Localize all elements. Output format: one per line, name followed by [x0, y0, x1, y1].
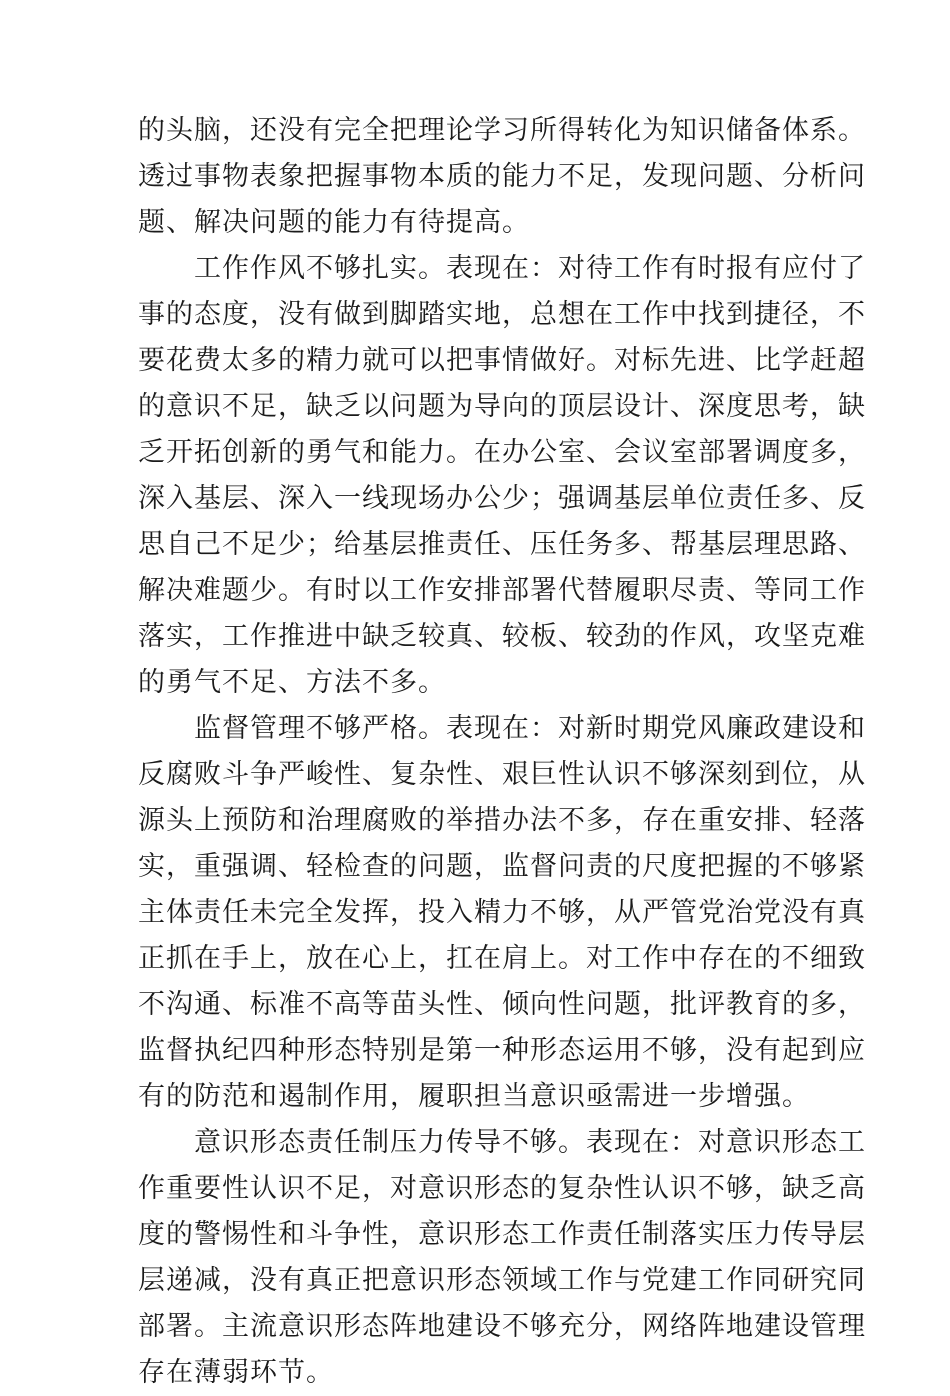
- paragraph-2: [138, 246, 866, 706]
- paragraph-line: 意识形态责任制压力传导不够。表现在：对意识形态工: [194, 1127, 866, 1158]
- paragraph-line: 的勇气不足、方法不多。: [138, 667, 446, 698]
- paragraph-line: 主体责任未完全发挥，投入精力不够，从严管党治党没有真: [138, 897, 866, 928]
- paragraph-line: 度的警惕性和斗争性，意识形态工作责任制落实压力传导层: [138, 1219, 866, 1250]
- paragraph-3: [138, 706, 866, 1120]
- paragraph-line: 层递减，没有真正把意识形态领域工作与党建工作同研究同: [138, 1265, 866, 1296]
- paragraph-line: 深入基层、深入一线现场办公少；强调基层单位责任多、反: [138, 483, 866, 514]
- paragraph-line: 监督执纪四种形态特别是第一种形态运用不够，没有起到应: [138, 1035, 866, 1066]
- paragraph-line: 题、解决问题的能力有待提高。: [138, 207, 530, 238]
- paragraph-line: 解决难题少。有时以工作安排部署代替履职尽责、等同工作: [138, 575, 866, 606]
- paragraph-line: 落实，工作推进中缺乏较真、较板、较劲的作风，攻坚克难: [138, 621, 866, 652]
- paragraph-line: 的意识不足，缺乏以问题为导向的顶层设计、深度思考，缺: [138, 391, 866, 422]
- document-page: [138, 108, 866, 1396]
- paragraph-line: 要花费太多的精力就可以把事情做好。对标先进、比学赶超: [138, 345, 866, 376]
- paragraph-line: 实，重强调、轻检查的问题，监督问责的尺度把握的不够紧: [138, 851, 866, 882]
- paragraph-line: 存在薄弱环节。: [138, 1357, 334, 1388]
- paragraph-1: [138, 108, 866, 246]
- paragraph-line: 事的态度，没有做到脚踏实地，总想在工作中找到捷径，不: [138, 299, 866, 330]
- paragraph-line: 有的防范和遏制作用，履职担当意识亟需进一步增强。: [138, 1081, 810, 1112]
- paragraph-line: 透过事物表象把握事物本质的能力不足，发现问题、分析问: [138, 161, 866, 192]
- paragraph-line: 的头脑，还没有完全把理论学习所得转化为知识储备体系。: [138, 115, 866, 146]
- paragraph-line: 部署。主流意识形态阵地建设不够充分，网络阵地建设管理: [138, 1311, 866, 1342]
- paragraph-line: 工作作风不够扎实。表现在：对待工作有时报有应付了: [194, 253, 866, 284]
- paragraph-line: 源头上预防和治理腐败的举措办法不多，存在重安排、轻落: [138, 805, 866, 836]
- paragraph-line: 正抓在手上，放在心上，扛在肩上。对工作中存在的不细致: [138, 943, 866, 974]
- paragraph-line: 监督管理不够严格。表现在：对新时期党风廉政建设和: [194, 713, 866, 744]
- paragraph-line: 乏开拓创新的勇气和能力。在办公室、会议室部署调度多，: [138, 437, 866, 468]
- paragraph-4: [138, 1120, 866, 1396]
- paragraph-line: 思自己不足少；给基层推责任、压任务多、帮基层理思路、: [138, 529, 866, 560]
- paragraph-line: 反腐败斗争严峻性、复杂性、艰巨性认识不够深刻到位，从: [138, 759, 866, 790]
- paragraph-line: 不沟通、标准不高等苗头性、倾向性问题，批评教育的多，: [138, 989, 866, 1020]
- paragraph-line: 作重要性认识不足，对意识形态的复杂性认识不够，缺乏高: [138, 1173, 866, 1204]
